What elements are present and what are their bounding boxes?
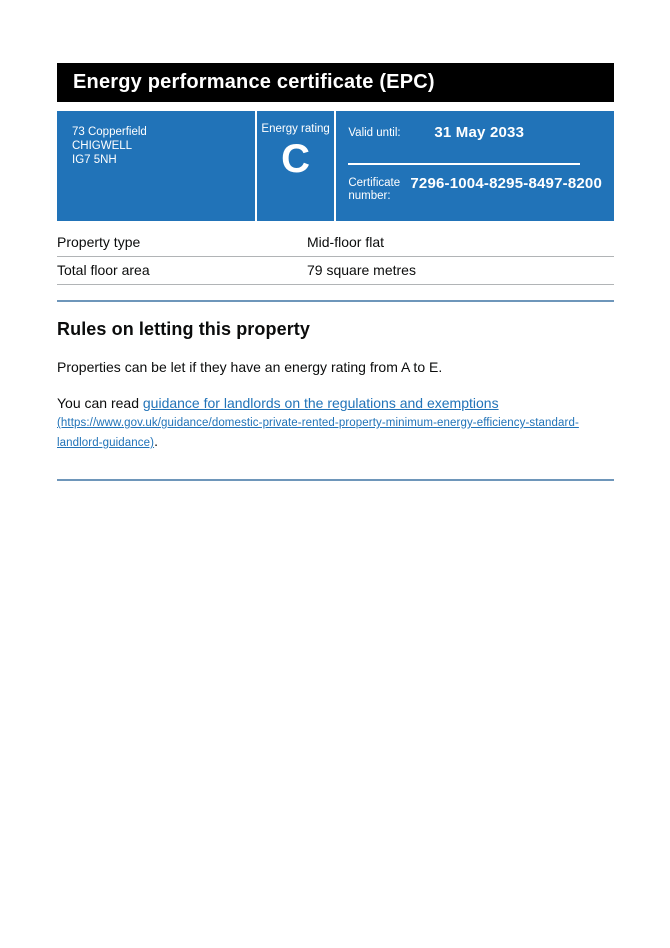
energy-rating-label: Energy rating bbox=[261, 123, 330, 135]
address-line-1: 73 Copperfield bbox=[72, 126, 147, 138]
certificate-number-row bbox=[348, 177, 602, 202]
valid-until-date: 31 May 2033 bbox=[434, 124, 525, 141]
certificate-title-banner bbox=[57, 63, 614, 102]
table-row bbox=[57, 229, 614, 257]
certificate-number-value: 7296-1004-8295-8497-8200 bbox=[410, 175, 602, 192]
property-type-value: Mid-floor flat bbox=[307, 229, 614, 257]
property-address bbox=[57, 111, 255, 221]
property-facts-table bbox=[57, 229, 614, 285]
energy-rating-panel bbox=[257, 111, 334, 221]
total-floor-area-label: Total floor area bbox=[57, 257, 307, 285]
guidance-prefix-text: You can read bbox=[57, 395, 143, 411]
guidance-suffix-text: . bbox=[154, 433, 158, 449]
table-row bbox=[57, 257, 614, 285]
section-divider-line bbox=[57, 300, 614, 302]
landlord-guidance-url-link[interactable]: (https://www.gov.uk/guidance/domestic-private-rented-property-minimum-energy-efficiency-standard-landlord-guidance) bbox=[57, 417, 579, 449]
address-line-2: CHIGWELL bbox=[72, 140, 133, 152]
section-divider-line-bottom bbox=[57, 479, 614, 481]
landlord-guidance-link[interactable]: guidance for landlords on the regulations and exemptions bbox=[142, 395, 499, 411]
total-floor-area-value: 79 square metres bbox=[307, 257, 614, 285]
page-title: Energy performance certificate (EPC) bbox=[73, 71, 435, 93]
validity-panel bbox=[336, 111, 614, 221]
energy-rating-value: C bbox=[281, 137, 311, 181]
address-line-3: IG7 5NH bbox=[72, 154, 117, 166]
valid-until-row bbox=[348, 124, 602, 141]
rules-paragraph: Properties can be let if they have an energy rating from A to E. bbox=[57, 359, 443, 375]
property-type-label: Property type bbox=[57, 229, 307, 257]
rules-section-heading: Rules on letting this property bbox=[57, 319, 311, 339]
validity-divider-line bbox=[348, 163, 580, 165]
guidance-paragraph bbox=[57, 394, 614, 452]
valid-until-label: Valid until: bbox=[348, 127, 401, 139]
certificate-summary-box bbox=[57, 111, 614, 221]
certificate-number-label: Certificate number: bbox=[348, 177, 401, 202]
